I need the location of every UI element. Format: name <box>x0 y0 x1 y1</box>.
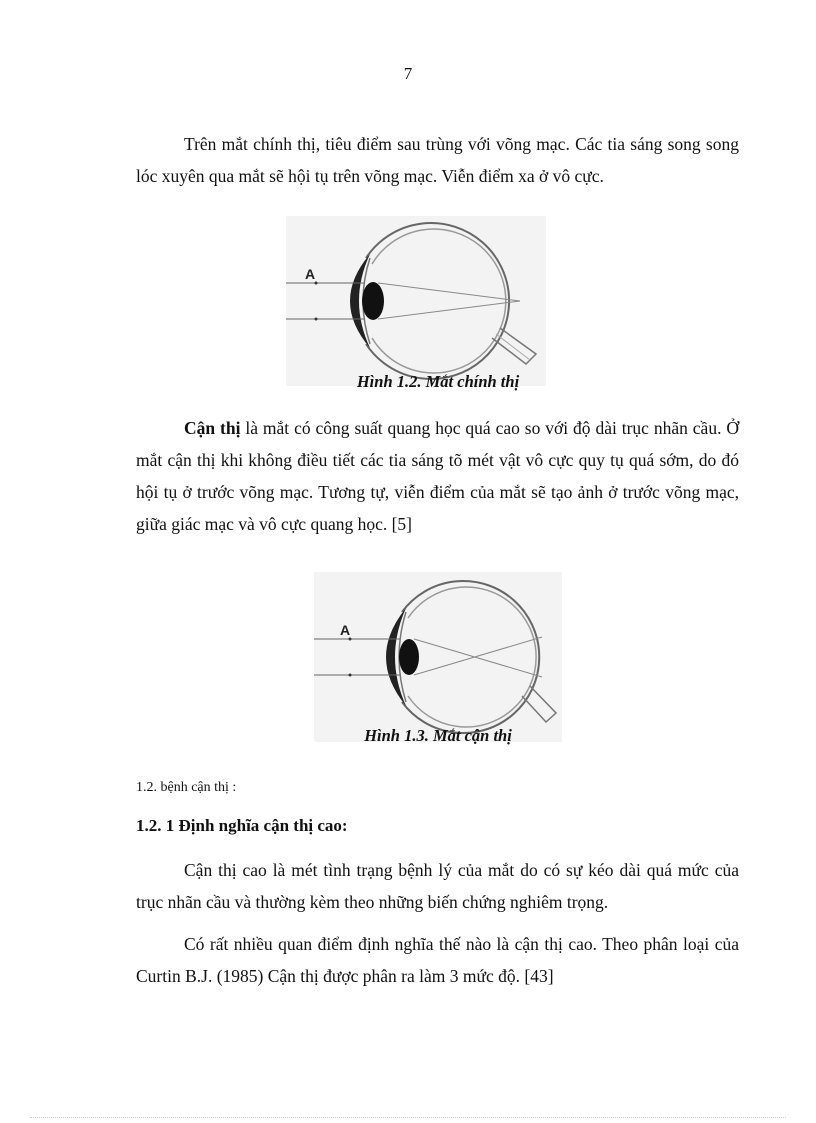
diagram-background <box>314 572 562 742</box>
paragraph-emmetropia-text: Trên mắt chính thị, tiêu điểm sau trùng với võng mạc. Các tia sáng song song lóc xuyên qua mắt sẽ hội tụ trên võng mạc. Viễn điểm xa ở vô cực. <box>136 134 739 186</box>
figure-caption-myopia: Hình 1.3. Mắt cận thị <box>364 726 512 745</box>
lens <box>362 282 384 320</box>
paragraph-classification-text: Có rất nhiều quan điểm định nghĩa thế nào là cận thị cao. Theo phân loại của Curtin B.J. (1985) Cận thị được phân ra làm 3 mức độ. [43] <box>136 934 739 986</box>
paragraph-high-myopia-definition <box>136 854 739 918</box>
page-bottom-rule <box>30 1117 786 1118</box>
paragraph-myopia <box>136 412 739 540</box>
myopic-eye-diagram <box>314 572 562 742</box>
figure-caption-emmetropia: Hình 1.2. Mắt chính thị <box>356 372 520 391</box>
paragraph-classification <box>136 928 739 992</box>
paragraph-emmetropia <box>136 128 739 192</box>
point-label-a: A <box>340 622 351 638</box>
subsection-heading: 1.2. 1 Định nghĩa cận thị cao: <box>136 816 348 835</box>
lens <box>399 639 419 675</box>
point-label-a: A <box>305 266 316 282</box>
emmetropic-eye-diagram <box>286 216 546 386</box>
paragraph-myopia-text: là mắt có công suất quang học quá cao so với độ dài trục nhãn cầu. Ở mắt cận thị khi không điều tiết các tia sáng tõ mét vật vô cực quy tụ quá sớm, do đó hội tụ ở trước võng mạc. Tương tự, viễn điểm của mắt sẽ tạo ảnh ở trước võng mạc, giữa giác mạc và vô cực quang học. [5] <box>136 418 740 534</box>
ray-dot-bottom <box>315 318 318 321</box>
ray-dot-bottom <box>349 674 352 677</box>
myopia-term: Cận thị <box>184 418 241 438</box>
page-number: 7 <box>403 64 413 83</box>
diagram-background <box>286 216 546 386</box>
section-heading: 1.2. bệnh cận thị : <box>136 780 237 795</box>
paragraph-high-myopia-definition-text: Cận thị cao là mét tình trạng bệnh lý của mắt do có sự kéo dài quá mức của trục nhãn cầu và thường kèm theo những biến chứng nghiêm trọng. <box>136 860 739 912</box>
